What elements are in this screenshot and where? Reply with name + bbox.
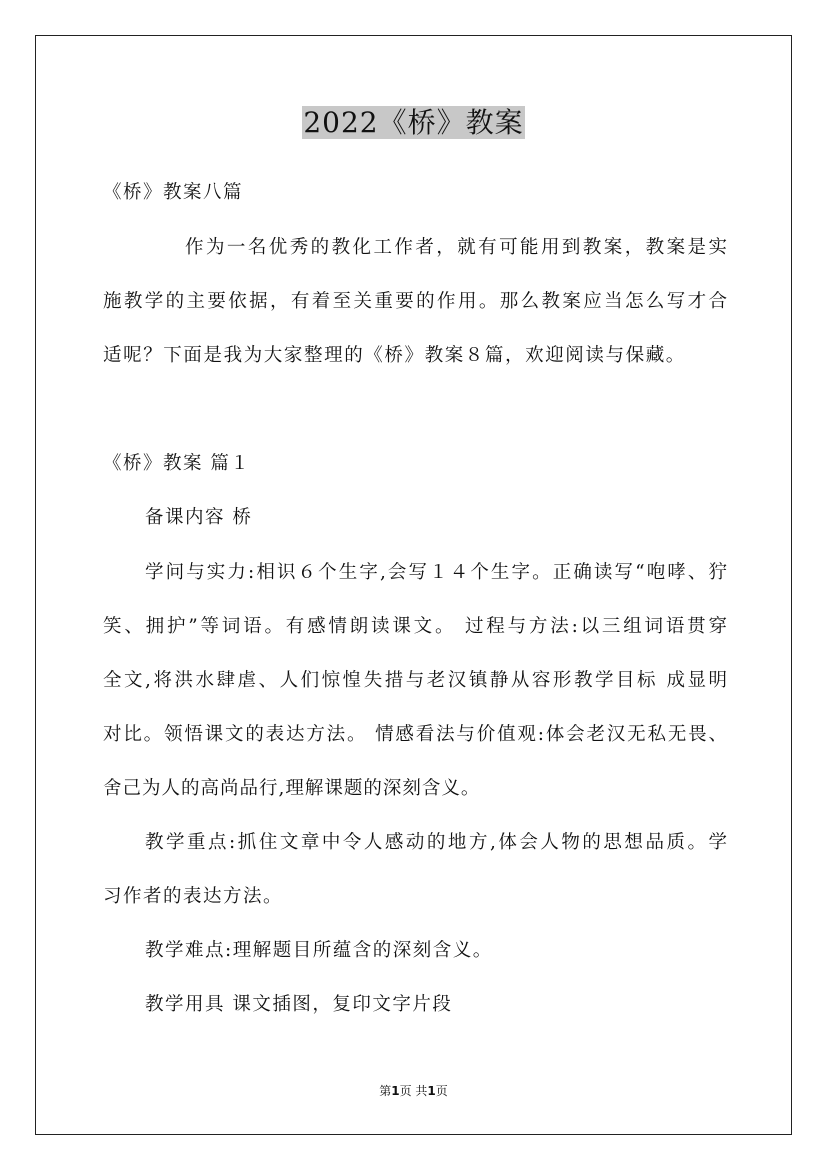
body-line-6: 舍己为人的高尚品行,理解课题的深刻含义。 (103, 778, 481, 799)
footer-page-suffix: 页 (435, 1084, 448, 1098)
body-line-7: 教学重点:抓住文章中令人感动的地方,体会人物的思想品质。学 (145, 832, 727, 853)
intro-line-2: 施教学的主要依据，有着至关重要的作用。那么教案应当怎么写才合 (103, 291, 727, 312)
body-line-3: 笑、拥护”等词语。有感情朗读课文。 过程与方法:以三组词语贯穿 (103, 616, 727, 637)
body-line-2: 学问与实力:相识６个生字,会写１４个生字。正确读写“咆哮、狞 (145, 562, 727, 583)
document-subtitle: 《桥》教案八篇 (103, 182, 244, 203)
body-line-9: 教学难点:理解题目所蕴含的深刻含义。 (145, 940, 493, 961)
body-line-4: 全文,将洪水肆虐、人们惊惶失措与老汉镇静从容形教学目标 成显明 (103, 670, 727, 691)
footer-page-prefix: 第 (379, 1084, 392, 1098)
footer-page-mid: 页 共 (399, 1084, 428, 1098)
intro-line-3: 适呢？下面是我为大家整理的《桥》教案８篇，欢迎阅读与保藏。 (103, 345, 686, 366)
footer-page-current: 1 (391, 1084, 400, 1098)
footer-page-total: 1 (427, 1084, 436, 1098)
body-line-8: 习作者的表达方法。 (103, 886, 284, 907)
page-footer (0, 1083, 827, 1099)
section-heading: 《桥》教案 篇１ (103, 453, 251, 474)
document-title (0, 104, 827, 142)
intro-line-1: 作为一名优秀的教化工作者，就有可能用到教案，教案是实 (185, 237, 727, 258)
document-title-text: 2022《桥》教案 (303, 106, 524, 139)
body-line-1: 备课内容 桥 (145, 507, 253, 528)
body-line-10: 教学用具 课文插图，复印文字片段 (145, 994, 453, 1015)
body-line-5: 对比。领悟课文的表达方法。 情感看法与价值观:体会老汉无私无畏、 (103, 724, 727, 745)
